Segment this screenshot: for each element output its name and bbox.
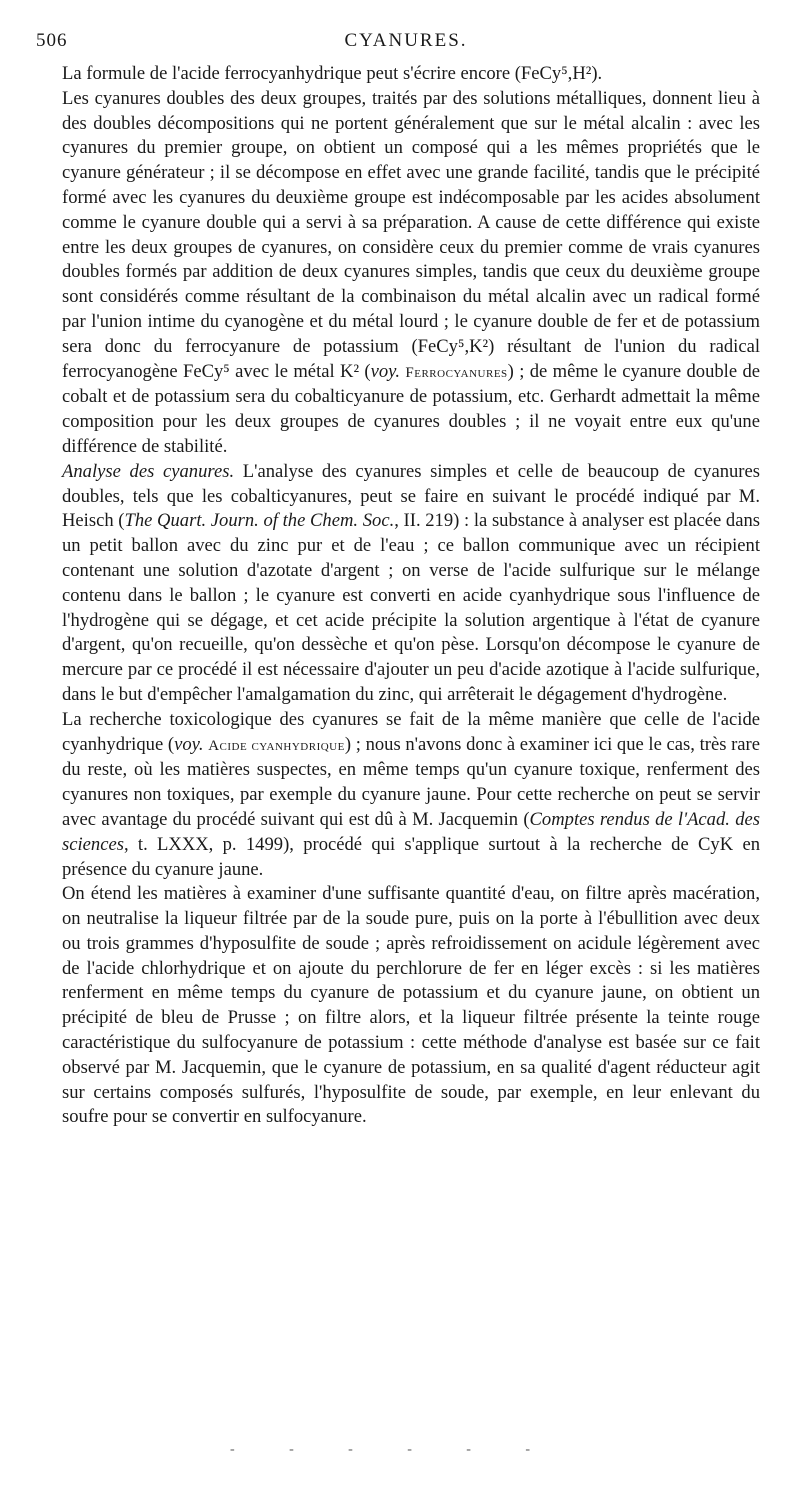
footer-mark: - (348, 1442, 353, 1457)
text-run: , t. LXXX, p. 1499), procédé qui s'applique surtout à la recherche de CyK en présence du cyanure jaune. (62, 833, 760, 880)
text-run: La recherche toxicologique des cyanures se fait de la même manière que celle de l'acide cyanhydrique ( (62, 708, 760, 755)
italic-text: voy. (174, 733, 204, 755)
text-run: ) ; nous n'avons donc à examiner ici que le cas, très rare du reste, où les matières suspectes, en même temps qu'un cyanure toxique, renferment des cyanures non toxiques, par exemple du cyanure jaune. Pour cette recherche on peut se servir avec avantage du procédé suivant qui est dû à M. Jacquemin ( (62, 733, 760, 830)
paragraph (62, 708, 760, 883)
text-run: On étend les matières à examiner d'une suffisante quantité d'eau, on filtre après macération, on neutralise la liqueur filtrée par de la soude pure, puis on la porte à l'ébullition avec deux ou trois grammes d'hyposulfite de soude ; après refroidissement on acidule légèrement avec de l'acide chlorhydrique et on ajoute du perchlorure de fer en léger excès : si les matières renferment en même temps du cyanure de potassium et du cyanure jaune, on obtient un précipité de bleu de Prusse ; on filtre alors, et la liqueur filtrée présente la teinte rouge caractéristique du sulfocyanure de potassium : cette méthode d'analyse est basée sur ce fait observé par M. Jacquemin, que le cyanure de potassium, en sa qualité d'agent réducteur agit sur certains composés sulfurés, l'hyposulfite de soude, par exemple, en leur enlevant du soufre pour se convertir en sulfocyanure. (62, 883, 760, 1128)
text-run: ) ; de même le cyanure double de cobalt et de potassium sera du cobalticyanure de potassium, etc. Gerhardt admettait la même composition pour les deux groupes de cyanures doubles ; il ne voyait entre eux qu'une différence de stabilité. (62, 360, 760, 457)
footer-marks (230, 1442, 530, 1458)
italic-text: The Quart. Journ. of the Chem. Soc. (124, 510, 395, 532)
footer-mark: - (407, 1442, 412, 1457)
text-run: Les cyanures doubles des deux groupes, traités par des solutions métalliques, donnent lieu à des doubles décompositions qui ne portent généralement que sur le métal alcalin : avec les cyanures du premier groupe, on obtient un composé qui a les mêmes propriétés que le cyanure générateur ; il se décompose en effet avec une grande facilité, tandis que le précipité formé avec les cyanures du deuxième groupe est indécomposable par les acides absolument comme le cyanure double qui a servi à sa préparation. A cause de cette différence qui existe entre les deux groupes de cyanures, on considère ceux du premier comme de vrais cyanures doubles formés par addition de deux cyanures simples, tandis que ceux du deuxième groupe sont considérés comme résultant de la combinaison du métal alcalin avec un radical formé par l'union intime du cyanogène et du métal lourd ; le cyanure double de fer et de potassium sera donc du ferrocyanure de potassium (FeCy⁵,K²) résultant de l'union du radical ferrocyanogène FeCy⁵ avec le métal K² ( (62, 87, 760, 382)
footer-mark: - (289, 1442, 294, 1457)
paragraph (62, 882, 760, 1130)
paragraph (62, 62, 760, 87)
small-caps-reference: Ferrocyanures (405, 364, 508, 381)
text-body (62, 62, 760, 1130)
text-run: L'analyse des cyanures simples et celle de beaucoup de cyanures doubles, tels que les cobalticyanures, peut se faire en suivant le procédé indiqué par M. Heisch ( (62, 460, 760, 532)
italic-text: voy. (370, 360, 401, 382)
footer-mark: - (525, 1442, 530, 1457)
paragraph (62, 87, 760, 460)
italic-text: Comptes rendus de l'Acad. des sciences (62, 808, 760, 855)
footer-mark: - (466, 1442, 471, 1457)
footer-mark: - (230, 1442, 235, 1457)
page-header (36, 30, 776, 54)
paragraph (62, 460, 760, 708)
small-caps-reference: Acide cyanhydrique (208, 737, 345, 754)
italic-text: Analyse des cyanures. (62, 460, 235, 482)
text-run: La formule de l'acide ferrocyanhydrique peut s'écrire encore (FeCy⁵,H²). (62, 63, 603, 84)
running-title: CYANURES. (344, 30, 468, 51)
page-number: 506 (36, 30, 68, 51)
text-run: , II. 219) : la substance à analyser est placée dans un petit ballon avec du zinc pur et de l'eau ; ce ballon communique avec un récipient contenant une solution d'azotate d'argent ; on verse de l'acide sulfurique sur le mélange contenu dans le ballon ; le cyanure est converti en acide cyanhydrique sous l'influence de l'hydrogène qui se dégage, et cet acide précipite la solution argentique à l'état de cyanure d'argent, qu'on recueille, qu'on dessèche et qu'on pèse. Lorsqu'on décompose le cyanure de mercure par ce procédé il est nécessaire d'ajouter un peu d'acide azotique à l'acide sulfurique, dans le but d'empêcher l'amalgamation du zinc, qui arrêterait le dégagement d'hydrogène. (62, 510, 760, 705)
